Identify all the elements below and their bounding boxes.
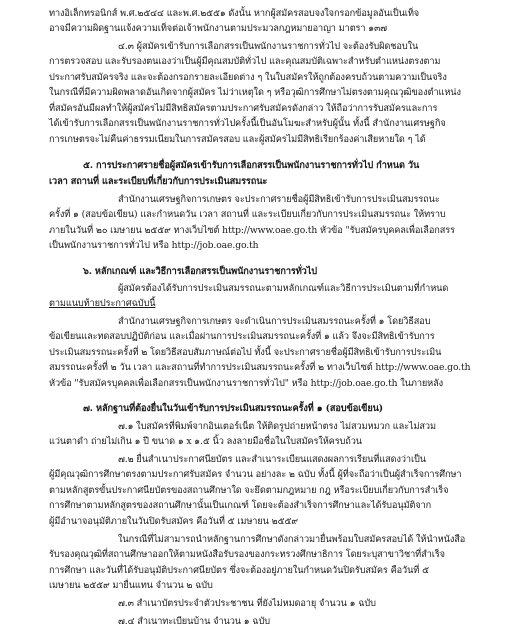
para-4-3-line-5: ที่สมัครอันมีผลทำให้ผู้สมัครไม่มีสิทธิสมัครตามประกาศรับสมัครดังกล่าว ให้ถือว่าการรับสมัครและการ: [49, 103, 438, 114]
section-5-line-1: สำนักงานเศรษฐกิจการเกษตร จะประกาศรายชื่อผู้มีสิทธิเข้ารับการประเมินสมรรถนะ: [118, 194, 440, 205]
section-7-2-line-5: ผู้มีอำนาจอนุมัติภายในวันปิดรับสมัคร คือวันที่ ๕ เมษายน ๒๕๕๙: [49, 516, 298, 527]
section-7-2-line-1: ๗.๒ ยื่นสำเนาประกาศนียบัตร และสำเนาระเบียนแสดงผลการเรียนที่แสดงว่าเป็น: [118, 454, 426, 465]
section-6-line-4: ข้อเขียนและทดสอบปฏิบัติก่อน และเมื่อผ่านการประเมินสมรรถนะครั้งที่ ๑ แล้ว จึงจะมีสิทธิเข้ารับการ: [49, 331, 435, 342]
section-5-heading-line-2: เวลา สถานที่ และระเบียบที่เกี่ยวกับการประเมินสมรรถนะ: [49, 176, 268, 187]
section-5-line-3: ภายในวันที่ ๒๐ เมษายน ๒๕๕๙ ทางเว็บไซต์ http://www.oae.go.th หัวข้อ "รับสมัครบุคคลเพื่อเลือกสรร: [49, 225, 455, 236]
section-7-4-line: ๗.๔ สำเนาทะเบียนบ้าน จำนวน ๑ ฉบับ: [118, 616, 270, 627]
section-7-2-line-3: ตามหลักสูตรขั้นประกาศนียบัตรของสถานศึกษาใด จะยึดตามกฎหมาย กฎ หรือระเบียบเกี่ยวกับการสำเร็จ: [49, 485, 449, 496]
para-4-2-line-1: ทางอิเล็กทรอนิกส์ พ.ศ.๒๕๔๔ และพ.ศ.๒๕๕๑ ดังนั้น หากผู้สมัครสอบจงใจกรอกข้อมูลอันเป็นเท็จ: [49, 8, 420, 19]
section-7-1-line-1: ๗.๑ ใบสมัครที่พิมพ์จากอินเตอร์เน็ต ให้ติดรูปถ่ายหน้าตรง ไม่สวมหมวก และไม่สวม: [118, 421, 436, 432]
section-7-2-line-9: เมษายน ๒๕๕๙ มายื่นแทน จำนวน ๒ ฉบับ: [49, 580, 213, 591]
section-5-line-4: เป็นพนักงานราชการทั่วไป หรือ http://job.oae.go.th: [49, 240, 259, 251]
section-6-line-2: ตามแนบท้ายประกาศฉบับนี้: [49, 298, 156, 309]
para-4-3-line-2: การตรวจสอบ และรับรองตนเองว่าเป็นผู้มีคุณสมบัติทั่วไป และคุณสมบัติเฉพาะสำหรับตำแหน่งตรงตาม: [49, 56, 441, 67]
section-6-line-5: ประเมินสมรรถนะครั้งที่ ๒ โดยวิธีสอบสัมภาษณ์ต่อไป ทั้งนี้ จะประกาศรายชื่อผู้มีสิทธิเข้ารับการประเมิน: [49, 347, 442, 358]
section-6-line-3: สำนักงานเศรษฐกิจการเกษตร จะดำเนินการประเมินสมรรถนะครั้งที่ ๑ โดยวิธีสอบ: [118, 316, 431, 327]
para-4-3-line-1: ๔.๓ ผู้สมัครเข้ารับการเลือกสรรเป็นพนักงานราชการทั่วไป จะต้องรับผิดชอบใน: [118, 41, 419, 52]
section-6-line-6: สมรรถนะครั้งที่ ๒ วัน เวลา และสถานที่ทำการประเมินสมรรถนะครั้งที่ ๒ ทางเว็บไซต์ http://www.oae.go.th: [49, 362, 471, 373]
section-7-2-line-4: การศึกษาตามหลักสูตรของสถานศึกษานั้นเป็นเกณฑ์ โดยจะต้องสำเร็จการศึกษาและได้รับอนุมัติจาก: [49, 500, 432, 511]
para-4-2-line-2: อาจมีความผิดฐานแจ้งความเท็จต่อเจ้าพนักงานตามประมวลกฎหมายอาญา มาตรา ๑๓๗: [49, 23, 387, 34]
para-4-3-line-3: ประกาศรับสมัครจริง และจะต้องกรอกรายละเอียดต่าง ๆ ในใบสมัครให้ถูกต้องครบถ้วนตามความเป็นจริง: [49, 72, 447, 83]
section-7-2-line-6: ในกรณีที่ไม่สามารถนำหลักฐานการศึกษาดังกล่าวมายื่นพร้อมใบสมัครสอบได้ ให้นำหนังสือ: [118, 534, 466, 545]
section-6-line-7: หัวข้อ "รับสมัครบุคคลเพื่อเลือกสรรเป็นพนักงานราชการทั่วไป" หรือ http://job.oae.go.th ในภายหลัง: [49, 378, 444, 389]
section-7-2-line-7: รับรองคุณวุฒิที่สถานศึกษาออกให้ตามหนังสือรับรองของกระทรวงศึกษาธิการ โดยระบุสาขาวิชาที่สำเร็จ: [49, 549, 445, 560]
section-5-heading-line-1: ๕. การประกาศรายชื่อผู้สมัครเข้ารับการเลือกสรรเป็นพนักงานราชการทั่วไป กำหนด วัน: [83, 160, 420, 171]
para-4-3-line-4: ในกรณีที่มีความผิดพลาดอันเกิดจากผู้สมัคร ไม่ว่าเหตุใด ๆ หรือวุฒิการศึกษาไม่ตรงตามคุณวุฒิของตำแหน่ง: [49, 87, 461, 98]
section-6-heading: ๖. หลักเกณฑ์ และวิธีการเลือกสรรเป็นพนักงานราชการทั่วไป: [83, 266, 317, 277]
section-6-line-1: ผู้สมัครต้องได้รับการประเมินสมรรถนะตามหลักเกณฑ์และวิธีการประเมินตามที่กำหนด: [118, 283, 449, 294]
section-7-2-line-8: การศึกษา และวันที่ได้รับอนุมัติประกาศนียบัตร ซึ่งจะต้องอยู่ภายในกำหนดวันปิดรับสมัคร คือวันที่ ๕: [49, 565, 429, 576]
section-7-1-line-2: แว่นตาดำ ถ่ายไม่เกิน ๑ ปี ขนาด ๑ x ๑.๕ นิ้ว ลงลายมือชื่อในใบสมัครให้ครบถ้วน: [49, 436, 362, 447]
section-5-line-2: ครั้งที่ ๑ (สอบข้อเขียน) และกำหนดวัน เวลา สถานที่ และระเบียบเกี่ยวกับการประเมินสมรรถนะ ให้ทราบ: [49, 209, 446, 220]
section-7-2-line-2: ผู้มีคุณวุฒิการศึกษาตรงตามประกาศรับสมัคร จำนวน อย่างละ ๒ ฉบับ ทั้งนี้ ผู้ที่จะถือว่าเป็นผู้สำเร็จการศึกษา: [49, 469, 462, 480]
section-7-heading: ๗. หลักฐานที่ต้องยื่นในวันเข้ารับการประเมินสมรรถนะครั้งที่ ๑ (สอบข้อเขียน): [83, 403, 384, 414]
para-4-3-line-6: ได้เข้ารับการเลือกสรรเป็นพนักงานราชการทั่วไปครั้งนี้เป็นอันโมฆะสำหรับผู้นั้น ทั้งนี้ สำนักงานเศรษฐกิจ: [49, 118, 446, 129]
section-7-3-line: ๗.๓ สำเนาบัตรประจำตัวประชาชน ที่ยังไม่หมดอายุ จำนวน ๑ ฉบับ: [118, 598, 376, 609]
para-4-3-line-7: การเกษตรจะไม่คืนค่าธรรมเนียมในการสมัครสอบ และผู้สมัครไม่มีสิทธิเรียกร้องค่าเสียหายใด ๆ ได้: [49, 134, 426, 145]
